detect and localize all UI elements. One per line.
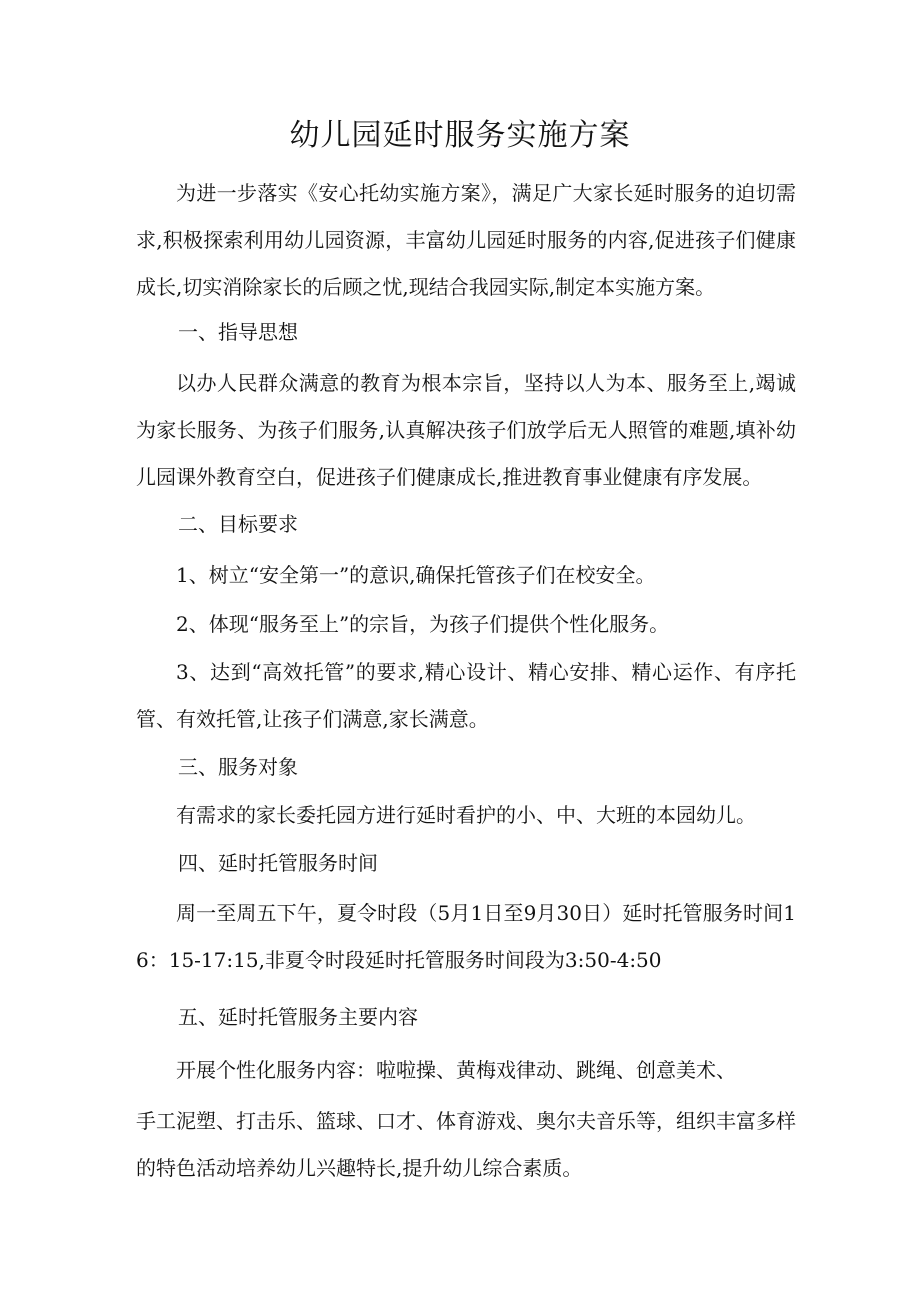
section-heading-service-time: 四、延时托管服务时间 (178, 851, 378, 875)
section-heading-service-target: 三、服务对象 (178, 755, 298, 779)
goal-item-2: 2、体现“服务至上”的宗旨，为孩子们提供个性化服务。 (176, 612, 670, 636)
service-content-paragraph-line1: 开展个性化服务内容：啦啦操、黄梅戏律动、跳绳、创意美术、 (176, 1058, 736, 1082)
section-heading-service-content: 五、延时托管服务主要内容 (178, 1005, 418, 1029)
section-heading-guiding-ideology: 一、指导思想 (178, 320, 298, 344)
service-content-paragraph-rest: 手工泥塑、打击乐、篮球、口才、体育游戏、奥尔夫音乐等，组织丰富多样的特色活动培养幼儿兴趣特长,提升幼儿综合素质。 (136, 1109, 796, 1180)
intro-paragraph: 为进一步落实《安心托幼实施方案》，满足广大家长延时服务的迫切需求,积极探索利用幼儿园资源，丰富幼儿园延时服务的内容,促进孩子们健康成长,切实消除家长的后顾之忧,现结合我园实际,制定本实施方案。 (136, 181, 796, 299)
service-time-paragraph: 周一至周五下午，夏令时段（5月1日至9月30日）延时托管服务时间16：15-17:15,非夏令时段延时托管服务时间段为3:50-4:50 (136, 901, 796, 972)
goal-item-1: 1、树立“安全第一”的意识,确保托管孩子们在校安全。 (176, 563, 656, 587)
document-title: 幼儿园延时服务实施方案 (289, 118, 631, 153)
service-target-paragraph: 有需求的家长委托园方进行延时看护的小、中、大班的本园幼儿。 (176, 803, 756, 827)
goal-item-3: 3、达到“高效托管”的要求,精心设计、精心安排、精心运作、有序托管、有效托管,让孩子们满意,家长满意。 (136, 660, 796, 731)
guiding-ideology-paragraph: 以办人民群众满意的教育为根本宗旨，坚持以人为本、服务至上,竭诚为家长服务、为孩子们服务,认真解决孩子们放学后无人照管的难题,填补幼儿园课外教育空白，促进孩子们健康成长,推进教育事业健康有序发展。 (136, 371, 796, 489)
section-heading-goals: 二、目标要求 (178, 512, 298, 536)
